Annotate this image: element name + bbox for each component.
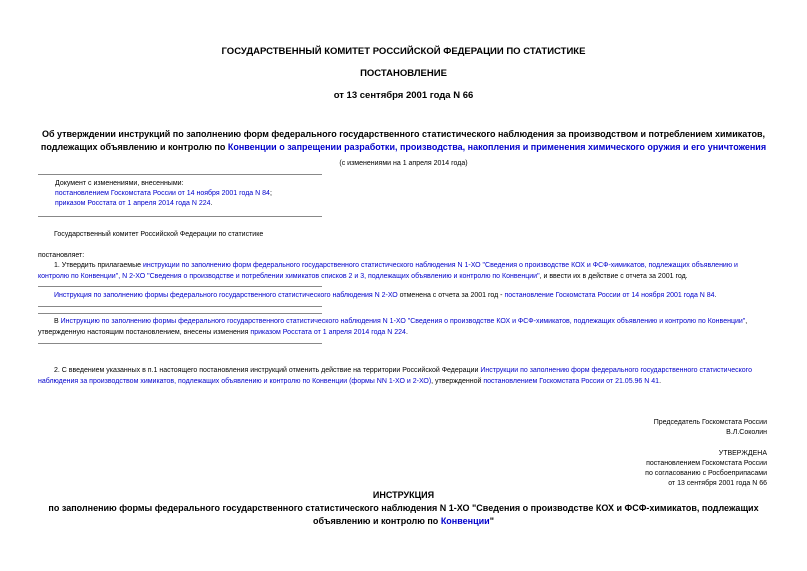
note-2-link-2[interactable]: приказом Росстата от 1 апреля 2014 года N 224 [250,328,406,336]
resolves-text: постановляет: [38,252,85,259]
instruction-title: ИНСТРУКЦИЯ [372,490,435,500]
changes-link-1-suffix: ; [269,190,272,197]
note-1-link-2[interactable]: постановление Госкомстата России от 14 ноября 2001 года N 84 [504,292,715,299]
note-2-link[interactable]: Инструкцию по заполнению формы федерального государственного статистического наблюдения N 1-ХО "Сведения о производстве КОХ и ФСФ-химикатов, подлежащих объявлению и контролю по Конвенции" [60,318,746,325]
signature-position: Председатель Госкомстата России [653,419,767,426]
note2-divider-top [38,313,322,314]
changes-item-1 [55,189,335,199]
note-2 [38,317,770,338]
item-2-mid: , утвержденной [431,377,484,385]
title-line-1: Об утверждении инструкций по заполнению форм федерального государственного статистического наблюдения за производством и потреблением химикатов, [41,129,766,139]
instruction-heading [0,489,807,528]
note-2-end: . [405,328,408,336]
item-2-link[interactable]: Инструкции по заполнению форм федерального государственного статистического наблюдения за производством химикатов, подлежащих объявлению и контролю по Конвенции (формы NN 1-ХО и 2-ХО) [38,367,752,385]
revision-note: (с изменениями на 1 апреля 2014 года) [339,160,468,167]
note-2-mid: , утвержденную настоящим постановлением, внесены изменения [38,318,748,336]
instruction-subtitle-2 [0,515,807,528]
changes-box [55,179,335,209]
approval-word: УТВЕРЖДЕНА [718,450,767,457]
convention-link[interactable]: Конвенции о запрещении разработки, производства, накопления и применения химического оружия и его уничтожения [227,142,767,152]
changes-intro: Документ с изменениями, внесенными: [55,180,184,187]
doc-date-number: от 13 сентября 2001 года N 66 [333,90,474,101]
instruction-subtitle-1: по заполнению формы федерального государственного статистического наблюдения N 1-ХО "Сведения о производстве КОХ и ФСФ-химикатов, подлежащих [48,503,759,513]
issuer-text: Государственный комитет Российской Федерации по статистике [54,231,264,238]
note-2-prefix: В [54,318,61,325]
instruction-subtitle-2-text: объявлению и контролю по [313,516,441,526]
changes-link-1[interactable]: постановлением Госкомстата России от 14 ноября 2001 года N 84 [55,190,270,197]
approval-line-1: постановлением Госкомстата России [646,460,767,467]
changes-item-2 [55,199,335,209]
item-2-end: . [659,377,662,385]
item-1-instructions-link[interactable]: инструкции по заполнению форм федерального государственного статистического наблюдения N 1-ХО "Сведения о производстве КОХ и ФСФ-химикатов, подлежащих объявлению и контролю по Конвенции", N 2-ХО "Сведения о производстве и потреблении химикатов списков 2 и 3, подлежащих объявлению и контролю по Конвенции" [38,262,738,280]
note1-divider-bottom [38,306,322,307]
approval-block [467,449,767,489]
note2-divider-bottom [38,343,322,344]
doc-type-heading: ПОСТАНОВЛЕНИЕ [360,68,447,79]
note-1 [38,291,770,302]
item-2-link-2[interactable]: постановлением Госкомстата России от 21.05.96 N 41 [483,377,660,385]
changes-link-2[interactable]: приказом Росстата от 1 апреля 2014 года N 224 [55,200,211,207]
note-1-link[interactable]: Инструкция по заполнению формы федерального государственного статистического наблюдения N 2-ХО [54,292,398,299]
approval-line-3: от 13 сентября 2001 года N 66 [668,480,767,487]
item-2-prefix: 2. С введением указанных в п.1 настоящего постановления инструкций отменить действие на территории Российской Федерации [54,367,481,374]
divider-top [38,174,322,175]
committee-heading: ГОСУДАРСТВЕННЫЙ КОМИТЕТ РОССИЙСКОЙ ФЕДЕРАЦИИ ПО СТАТИСТИКЕ [221,46,586,57]
title-line-2-text: подлежащих объявлению и контролю по [40,142,228,152]
note-1-end: . [714,292,717,299]
divider-bottom [38,216,322,217]
title-line-2 [0,141,807,154]
instruction-convention-link[interactable]: Конвенции [440,516,490,526]
note-1-mid: отменена с отчета за 2001 год - [397,292,505,299]
signature-block [467,418,767,438]
item-1-prefix: 1. Утвердить прилагаемые [54,262,143,269]
item-2 [38,366,770,387]
item-1 [38,261,770,282]
note1-divider-top [38,286,322,287]
signature-name: В.Л.Соколин [726,429,767,436]
instruction-subtitle-end: " [489,516,494,526]
item-1-suffix: , и ввести их в действие с отчета за 2001 год. [539,272,688,280]
changes-link-2-suffix: . [210,200,213,207]
approval-line-2: по согласованию с Росбоеприпасами [645,470,767,477]
document-title [0,128,807,154]
